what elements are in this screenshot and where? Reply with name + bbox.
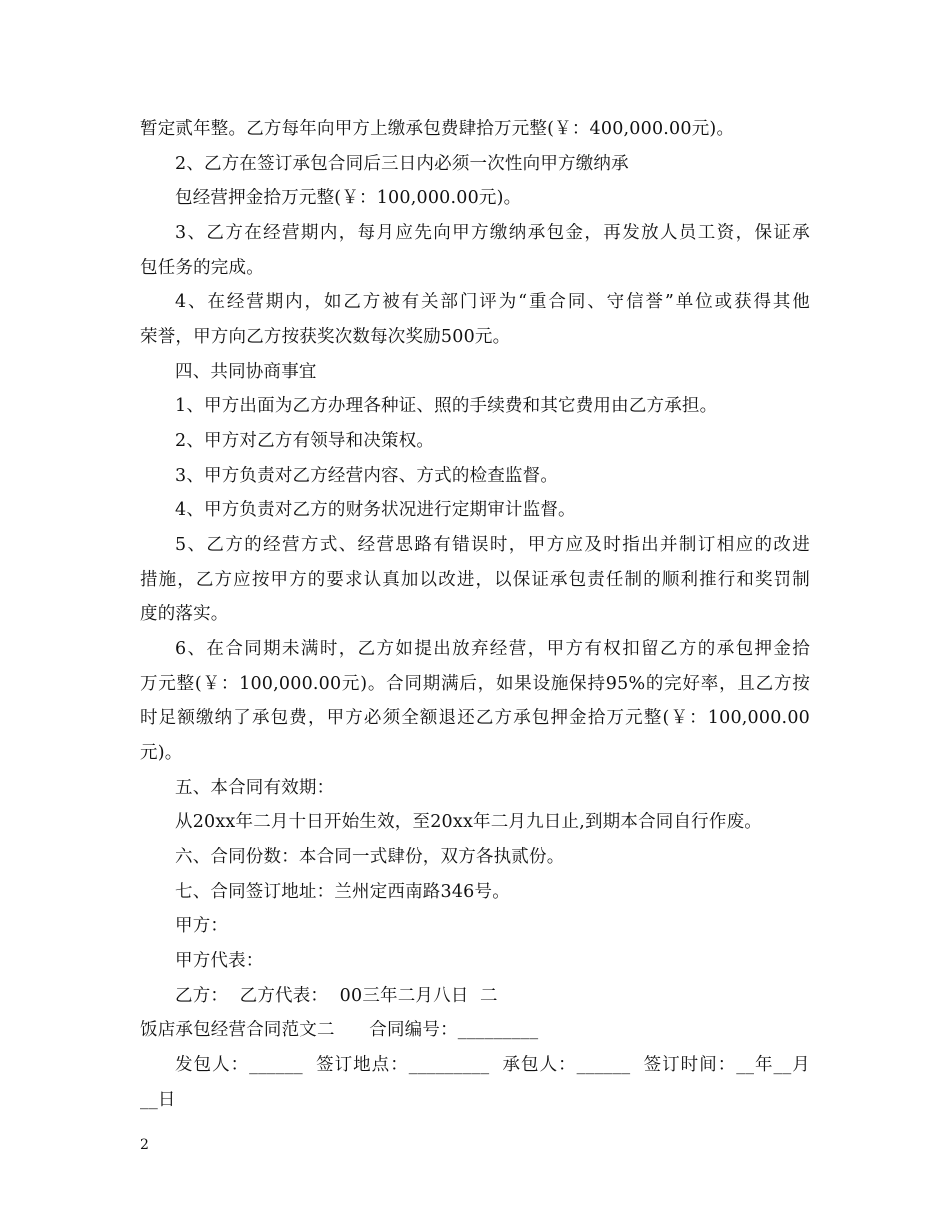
date-day-line: __日 xyxy=(140,1090,176,1110)
text-line-7: 荣誉，甲方向乙方按获奖次数每次奖励500元。 xyxy=(140,327,511,347)
text-line-15: 度的落实。 xyxy=(140,604,229,624)
party-a-label: 甲方： xyxy=(175,916,229,936)
text-line-10: 2、甲方对乙方有领导和决策权。 xyxy=(175,431,435,451)
text-line-21: 从20xx年二月十日开始生效，至20xx年二月九日止,到期本合同自行作废。 xyxy=(175,812,762,832)
text-line-18: 时足额缴纳了承包费，甲方必须全额退还乙方承包押金拾万元整(￥：100,000.00 xyxy=(140,708,810,728)
section-heading-4: 四、共同协商事宜 xyxy=(175,362,317,382)
text-line-12: 4、甲方负责对乙方的财务状况进行定期审计监督。 xyxy=(175,500,576,520)
text-line-3: 包经营押金拾万元整(￥：100,000.00元)。 xyxy=(175,188,522,208)
text-line-16: 6、在合同期未满时，乙方如提出放弃经营，甲方有权扣留乙方的承包押金拾 xyxy=(175,639,810,659)
second-contract-title: 饭店承包经营合同范文二 合同编号：_________ xyxy=(140,1020,539,1040)
text-line-1: 暂定贰年整。乙方每年向甲方上缴承包费肆拾万元整(￥：400,000.00元)。 xyxy=(140,119,735,139)
text-line-6: 4、在经营期内，如乙方被有关部门评为“重合同、守信誉”单位或获得其他 xyxy=(175,292,810,312)
text-line-14: 措施，乙方应按甲方的要求认真加以改进，以保证承包责任制的顺利推行和奖罚制 xyxy=(140,570,810,590)
section-heading-6: 六、合同份数：本合同一式肆份，双方各执贰份。 xyxy=(175,847,565,867)
text-line-2: 2、乙方在签订承包合同后三日内必须一次性向甲方缴纳承 xyxy=(175,154,629,174)
contract-parties-line: 发包人：______ 签订地点：_________ 承包人：______ 签订时间：__年__月 xyxy=(175,1055,810,1075)
text-line-4: 3、乙方在经营期内，每月应先向甲方缴纳承包金，再发放人员工资，保证承 xyxy=(175,223,810,243)
party-a-representative-label: 甲方代表： xyxy=(175,951,264,971)
section-heading-5: 五、本合同有效期： xyxy=(175,778,335,798)
text-line-9: 1、甲方出面为乙方办理各种证、照的手续费和其它费用由乙方承担。 xyxy=(175,396,718,416)
text-line-11: 3、甲方负责对乙方经营内容、方式的检查监督。 xyxy=(175,466,559,486)
text-line-17: 万元整(￥：100,000.00元)。合同期满后，如果设施保持95%的完好率，且乙方按 xyxy=(140,674,810,694)
text-line-19: 元)。 xyxy=(140,743,183,763)
page-number: 2 xyxy=(140,1137,149,1153)
section-heading-7: 七、合同签订地址：兰州定西南路346号。 xyxy=(175,882,510,902)
text-line-5: 包任务的完成。 xyxy=(140,258,264,278)
party-b-signature-line: 乙方： 乙方代表： 00三年二月八日 二 xyxy=(175,986,498,1006)
text-line-13: 5、乙方的经营方式、经营思路有错误时，甲方应及时指出并制订相应的改进 xyxy=(175,535,810,555)
